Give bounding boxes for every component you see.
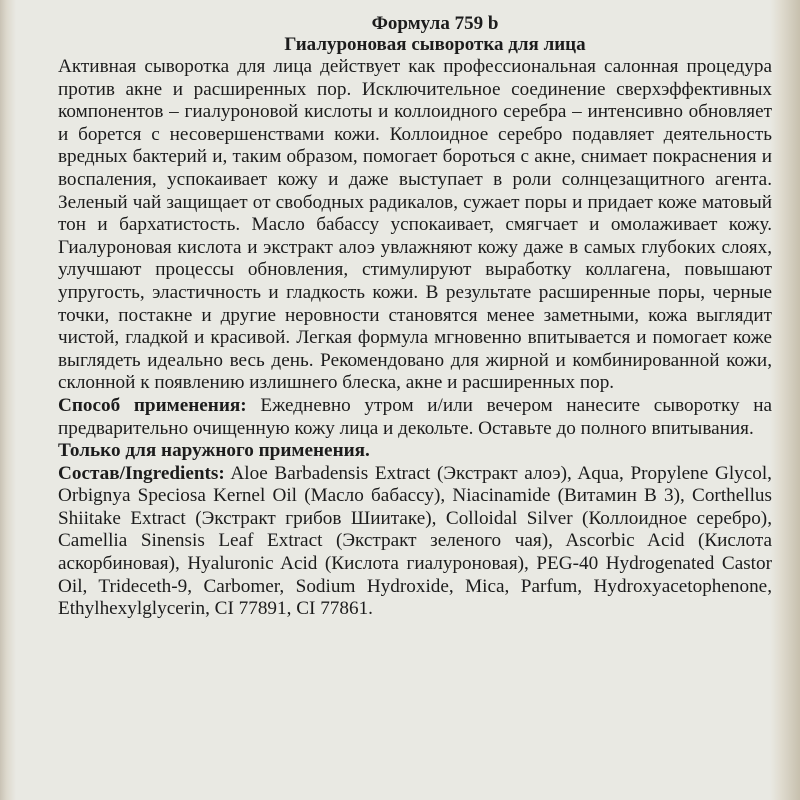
- label-text-block: [58, 13, 772, 800]
- ingredients-text: Aloe Barbadensis Extract (Экстракт алоэ), Aqua, Propylene Glycol, Orbignya Speciosa Kernel Oil (Масло бабассу), Niacinamide (Витамин В 3), Corthellus Shiitake Extract (Экстракт грибов Шиитаке), Colloidal Silver (Коллоидное серебро), Camellia Sinensis Leaf Extract (Экстракт зеленого чая), Ascorbic Acid (Кислота аскорбиновая), Hyaluronic Acid (Кислота гиалуроновая), PEG-40 Hydrogenated Castor Oil, Trideceth-9, Carbomer, Sodium Hydroxide, Mica, Parfum, Hydroxyacetophenone, Ethylhexylglycerin, CI 77891, CI 77861.: [58, 462, 772, 620]
- external-use-notice: Только для наружного применения.: [58, 440, 370, 462]
- usage-label: Способ применения:: [58, 394, 247, 416]
- ingredients-label: Состав/Ingredients:: [58, 462, 225, 484]
- usage-instructions: [58, 395, 772, 440]
- paper-edge-right: [770, 0, 800, 800]
- product-formula-title: Формула 759 b: [371, 13, 499, 34]
- paper-edge-left: [0, 0, 16, 800]
- usage-text: Ежедневно утром и/или вечером нанесите сыворотку на предварительно очищенную кожу лица и декольте. Оставьте до полного впитывания.: [58, 394, 772, 439]
- product-subtitle: Гиалуроновая сыворотка для лица: [284, 34, 586, 55]
- product-description: Активная сыворотка для лица действует как профессиональная салонная процедура против акне и расширенных пор. Исключительное соединение сверхэффективных компонентов – гиалуроновой кислоты и коллоидного серебра – интенсивно обновляет и борется с несовершенствами кожи. Коллоидное серебро подавляет деятельность вредных бактерий и, таким образом, помогает бороться с акне, снимает покраснения и воспаления, успокаивает кожу и даже выступает в роли солнцезащитного агента. Зеленый чай защищает от свободных радикалов, сужает поры и придает коже матовый тон и бархатистость. Масло бабассу успокаивает, смягчает и омолаживает кожу. Гиалуроновая кислота и экстракт алоэ увлажняют кожу даже в самых глубоких слоях, улучшают процессы обновления, стимулируют выработку коллагена, повышают упругость, эластичность и гладкость кожи. В результате расширенные поры, черные точки, постакне и другие неровности становятся менее заметными, кожа выглядит чистой, гладкой и красивой. Легкая формула мгновенно впитывается и помогает коже выглядеть идеально весь день. Рекомендовано для жирной и комбинированной кожи, склонной к появлению излишнего блеска, акне и расширенных пор.: [58, 56, 772, 394]
- ingredients-list: [58, 463, 772, 621]
